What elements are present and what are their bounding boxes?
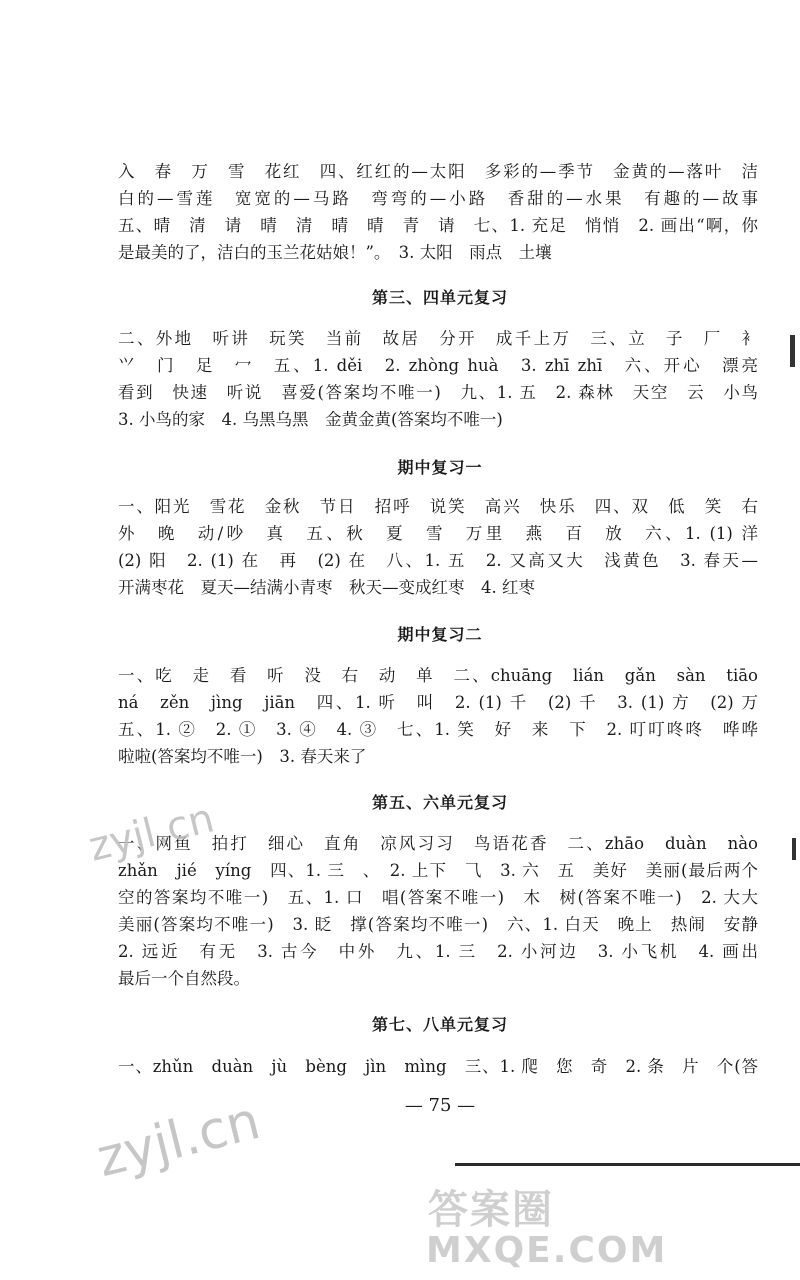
- answer-paragraph-unit1: [118, 158, 758, 266]
- section-heading-unit5-6: 第五、六单元复习: [371, 793, 508, 812]
- text-line: ná zěn jìng jiān 四、1. 听 叫 2. (1) 千 (2) 千 3. (1) 方 (2) 万: [118, 693, 758, 712]
- watermark-text: zyjl.cn: [91, 1090, 266, 1190]
- text-line: (2) 阳 2. (1) 在 再 (2) 在 八、1. 五 2. 又高又大 浅黄色 3. 春天—: [118, 551, 758, 570]
- answer-paragraph-midterm2: [118, 662, 758, 770]
- text-line: 是最美的了，洁白的玉兰花姑娘！”。 3. 太阳 雨点 土壤: [118, 243, 552, 262]
- section-heading-midterm1: 期中复习一: [397, 458, 483, 477]
- answer-paragraph-unit7-8: [118, 1053, 758, 1080]
- text-line: 3. 小鸟的家 4. 乌黑乌黑 金黄金黄(答案均不唯一): [118, 410, 503, 429]
- logo-domain: MXQE.COM: [426, 1230, 668, 1271]
- text-line: 美丽(答案均不唯一) 3. 眨 撑(答案均不唯一) 六、1. 白天 晚上 热闹 安静: [118, 915, 758, 934]
- text-line: 看到 快速 听说 喜爱(答案均不唯一) 九、1. 五 2. 森林 天空 云 小鸟: [118, 383, 758, 402]
- scan-artifact: [792, 838, 796, 860]
- text-line: 最后一个自然段。: [118, 969, 250, 988]
- text-line: 一、阳光 雪花 金秋 节日 招呼 说笑 高兴 快乐 四、双 低 笑 右: [118, 497, 758, 516]
- text-line: 外 晚 动/吵 真 五、秋 夏 雪 万里 燕 百 放 六、1. (1) 洋: [118, 524, 758, 543]
- answer-paragraph-unit3-4: [118, 325, 758, 433]
- text-line: 开满枣花 夏天—结满小青枣 秋天—变成红枣 4. 红枣: [118, 578, 535, 597]
- text-line: 五、1. ② 2. ① 3. ④ 4. ③ 七、1. 笑 好 来 下 2. 叮叮咚咚 哗哗: [118, 720, 758, 739]
- text-line: zhǎn jié yíng 四、1. 三 、 2. 上下 ⺄ 3. 六 五 美好 美丽(最后两个: [118, 861, 758, 880]
- text-line: 白的—雪莲 宽宽的—马路 弯弯的—小路 香甜的—水果 有趣的—故事: [118, 189, 758, 208]
- text-line: 二、外地 听讲 玩笑 当前 故居 分开 成千上万 三、立 子 厂 衤: [118, 329, 758, 348]
- answer-paragraph-unit5-6: [118, 830, 758, 992]
- text-line: 一、吃 走 看 听 没 右 动 单 二、chuāng lián gǎn sàn tiāo: [118, 666, 758, 685]
- logo-title: 答案圈: [428, 1187, 554, 1233]
- site-logo: [424, 1178, 784, 1278]
- text-line: 五、晴 清 请 晴 清 晴 晴 青 请 七、1. 充足 悄悄 2. 画出“啊，你: [118, 216, 758, 235]
- bottom-rule: [455, 1163, 800, 1166]
- text-line: 一、zhǔn duàn jù bèng jìn mìng 三、1. 爬 您 奇 2. 条 片 个(答: [118, 1057, 758, 1076]
- answer-paragraph-midterm1: [118, 493, 758, 601]
- watermark-text: zyjl.cn: [84, 795, 219, 871]
- text-line: ⺍ 门 足 冖 五、1. děi 2. zhòng huà 3. zhī zhī 六、开心 漂亮: [118, 356, 758, 375]
- section-heading-unit7-8: 第七、八单元复习: [371, 1015, 508, 1034]
- section-heading-midterm2: 期中复习二: [397, 625, 483, 644]
- page-number: — 75 —: [404, 1095, 476, 1116]
- text-line: 2. 远近 有无 3. 古今 中外 九、1. 三 2. 小河边 3. 小飞机 4. 画出: [118, 942, 758, 961]
- text-line: 啦啦(答案均不唯一) 3. 春天来了: [118, 747, 367, 766]
- section-heading-unit3-4: 第三、四单元复习: [371, 288, 508, 307]
- text-line: 入 春 万 雪 花红 四、红红的—太阳 多彩的—季节 金黄的—落叶 洁: [118, 162, 758, 181]
- text-line: 一、网鱼 拍打 细心 直角 凉风习习 鸟语花香 二、zhāo duàn nào: [118, 834, 758, 853]
- text-line: 空的答案均不唯一) 五、1. 口 唱(答案不唯一) 木 树(答案不唯一) 2. 大大: [118, 888, 758, 907]
- scan-artifact: [790, 335, 795, 367]
